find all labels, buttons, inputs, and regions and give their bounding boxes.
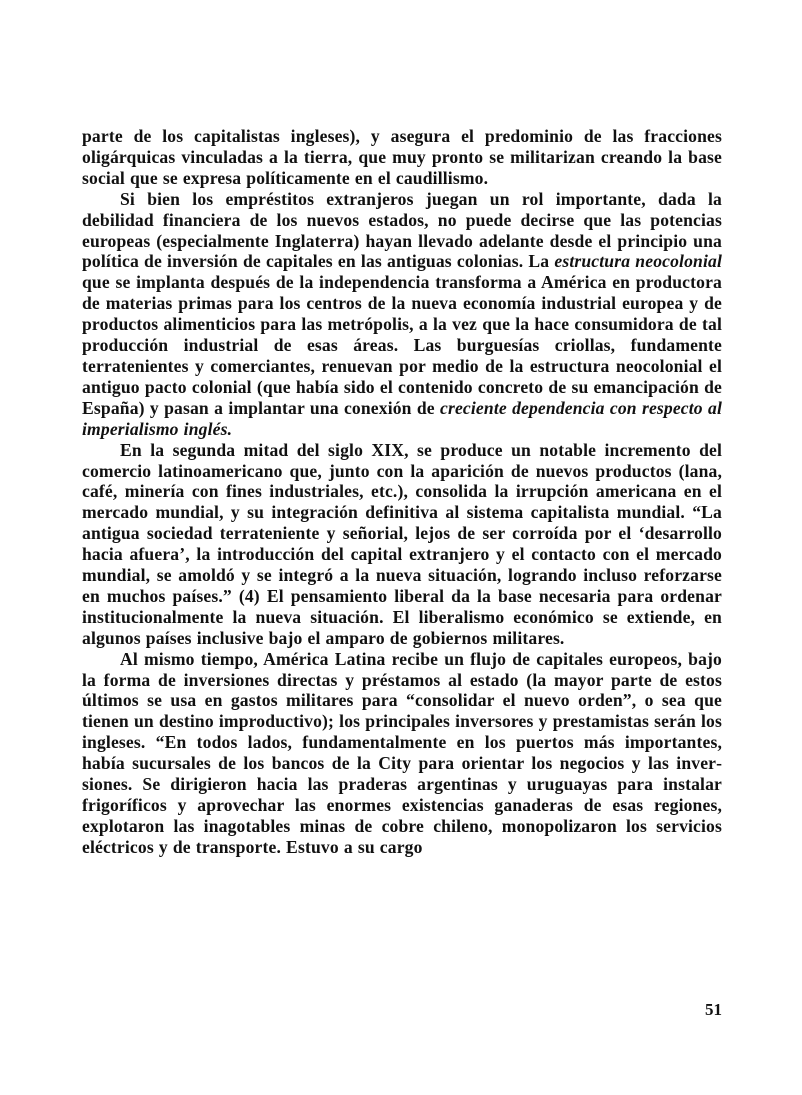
- paragraph-1-text: parte de los capitalistas ingleses), y asegura el predominio de las fracciones oligárquicas vinculadas a la tierra, que muy pronto se militarizan creando la base social que se expresa políticamente en el caudillismo.: [82, 126, 722, 188]
- paragraph-2-text-b: que se implanta después de la independencia transforma a América en productora de materias primas para los centros de la nueva economía industrial europea y de productos alimenticios para las metrópolis, a la vez que la hace consumidora de tal producción industrial de esas áreas. Las burguesías criollas, fundamente terratenientes y comerciantes, renuevan por medio de la estructura neocolonial el antiguo pacto colonial (que había sido el contenido concreto de su emancipación de España) y pasan a implantar una conexión de: [82, 272, 722, 418]
- page-number: 51: [705, 1000, 722, 1019]
- paragraph-4-text: Al mismo tiempo, América Latina recibe un flujo de capitales europeos, bajo la forma de inversiones directas y préstamos al estado (la mayor parte de estos últimos se usa en gastos militares para “consolidar el nuevo orden”, o sea que tienen un destino improductivo); los principales inversores y prestamistas serán los ingleses. “En todos lados, fundamentalmente en los puertos más importantes, había sucursales de los bancos de la City para orientar los negocios y las inversiones. Se dirigieron hacia las praderas argentinas y uruguayas para instalar frigoríficos y aprovechar las enormes existencias ganaderas de esas regiones, explotaron las inagotables minas de cobre chileno, monopolizaron los servicios eléctricos y de transporte. Estuvo a su cargo: [82, 648, 722, 857]
- paragraph-2-italic-b: creciente dependencia con respecto al imperialismo inglés.: [82, 397, 722, 439]
- paragraph-3-text: En la segunda mitad del siglo XIX, se produce un notable incremento del comercio latinoamericano que, junto con la aparición de nuevos productos (lana, café, minería con fines industriales, etc.), consolida la irrupción americana en el mercado mundial, y su integración definitiva al sistema capitalista mundial. “La antigua sociedad terrateniente y señorial, lejos de ser corroída por el ‘desarrollo hacia afuera’, la introducción del capital extranjero y el contacto con el mercado mundial, se amoldó y se integró a la nueva situación, logrando incluso reforzarse en muchos países.” (4) El pensamiento liberal da la base necesaria para ordenar institucionalmente la nueva situación. El liberalismo económico se extiende, en algunos países inclusive bajo el amparo de gobiernos militares.: [82, 439, 722, 648]
- body-text: [82, 126, 722, 858]
- paragraph-2-italic-a: estructura neocolonial: [554, 251, 722, 272]
- paragraph-3: [82, 440, 722, 649]
- paragraph-4: [82, 649, 722, 858]
- paragraph-2: [82, 189, 722, 440]
- paragraph-1: [82, 126, 722, 189]
- paragraph-2-text-a: Si bien los empréstitos extranjeros juegan un rol importante, dada la debilidad financiera de los nuevos estados, no puede decirse que las potencias europeas (especialmente Inglaterra) hayan llevado adelante desde el principio una política de inversión de capitales en las antiguas colonias. La: [82, 188, 722, 272]
